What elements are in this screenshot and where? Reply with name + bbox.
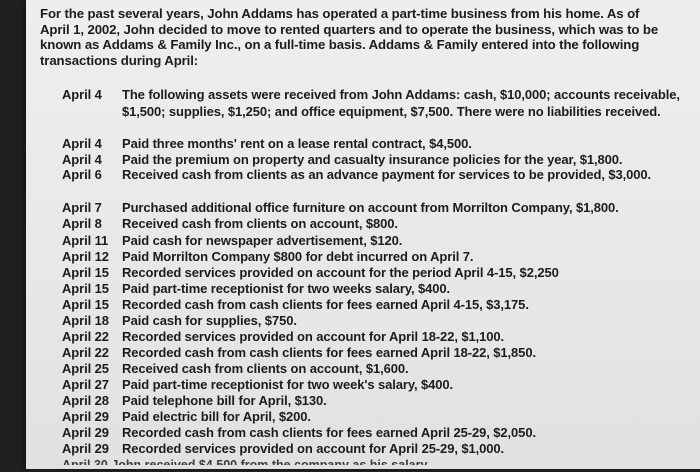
transaction-date: April 15 (62, 265, 109, 280)
transaction-row (62, 281, 687, 298)
transaction-row (62, 216, 687, 233)
transaction-date: April 4 (62, 152, 102, 167)
transaction-date: April 7 (62, 200, 102, 215)
transaction-date: April 28 (62, 393, 109, 408)
transaction-row (62, 265, 687, 282)
transaction-description: Recorded cash from cash clients for fees earned April 18-22, $1,850. (122, 345, 536, 360)
transaction-row (62, 361, 687, 378)
transaction-row (62, 136, 687, 153)
transaction-row (62, 297, 687, 314)
transaction-description: Paid part-time receptionist for two week's salary, $400. (122, 377, 454, 392)
transaction-date: April 22 (62, 329, 109, 344)
transaction-description: Paid part-time receptionist for two weeks salary, $400. (122, 281, 451, 296)
transaction-date: April 15 (62, 297, 109, 312)
transaction-description: Paid telephone bill for April, $130. (122, 393, 327, 408)
transaction-row (62, 87, 687, 120)
transaction-description: Recorded services provided on account for the period April 4-15, $2,250 (122, 265, 559, 280)
transaction-date: April 11 (62, 233, 109, 248)
transaction-row (62, 377, 687, 394)
transaction-description: Received cash from clients as an advance payment for services to be provided, $3,000. (122, 167, 652, 182)
transaction-description: Received cash from clients on account, $1,600. (122, 361, 409, 376)
transaction-row (62, 167, 687, 184)
transaction-date: April 12 (62, 249, 109, 264)
transaction-description: Paid Morrilton Company $800 for debt incurred on April 7. (122, 249, 474, 264)
transaction-row (62, 441, 687, 458)
transaction-row (62, 393, 687, 410)
transaction-date: April 29 (62, 425, 109, 440)
transaction-row (62, 200, 687, 217)
transaction-description: Recorded services provided on account for April 18-22, $1,100. (122, 329, 505, 344)
transaction-description: Purchased additional office furniture on account from Morrilton Company, $1,800. (122, 200, 619, 215)
transaction-date: April 4 (62, 87, 102, 102)
transaction-date: April 15 (62, 281, 109, 296)
transaction-date: April 29 (62, 409, 109, 424)
transaction-description: Received cash from clients on account, $800. (122, 216, 398, 231)
transaction-date: April 6 (62, 167, 102, 182)
transaction-description: Recorded cash from cash clients for fees earned April 25-29, $2,050. (122, 425, 536, 440)
transaction-date: April 27 (62, 377, 109, 392)
transaction-row (62, 313, 687, 330)
transaction-date: April 4 (62, 136, 102, 151)
transaction-description: The following assets were received from John Addams: cash, $10,000; accounts receivable, $1,500; supplies, $1,250; and office equipment, $7,500. There were no liabilities received. (122, 87, 680, 119)
transaction-description: Paid electric bill for April, $200. (122, 409, 311, 424)
transaction-date: April 8 (62, 216, 102, 231)
transaction-description: Paid the premium on property and casualty insurance policies for the year, $1,800. (122, 152, 623, 167)
transaction-row (62, 233, 687, 250)
transaction-row (62, 249, 687, 266)
transaction-description: Paid three months' rent on a lease rental contract, $4,500. (122, 136, 472, 151)
transaction-date: April 22 (62, 345, 109, 360)
transaction-row (62, 409, 687, 426)
transaction-row (62, 425, 687, 442)
problem-intro: For the past several years, John Addams has operated a part-time business from his home. As of April 1, 2002, John decided to move to rented quarters and to operate the business, which was to be known as Addams & Family Inc., on a full-time basis. Addams & Family entered into the following transactions during April: (40, 6, 659, 68)
transaction-description: Recorded services provided on account for April 25-29, $1,000. (122, 441, 505, 456)
transaction-description: Paid cash for newspaper advertisement, $120. (122, 233, 403, 248)
transaction-date: April 25 (62, 361, 109, 376)
transaction-description: Paid cash for supplies, $750. (122, 313, 297, 328)
transaction-description: Recorded cash from cash clients for fees earned April 4-15, $3,175. (122, 297, 529, 312)
transaction-date: April 29 (62, 441, 109, 456)
transaction-row (62, 345, 687, 362)
transaction-row (62, 329, 687, 346)
transaction-date: April 18 (62, 313, 109, 328)
